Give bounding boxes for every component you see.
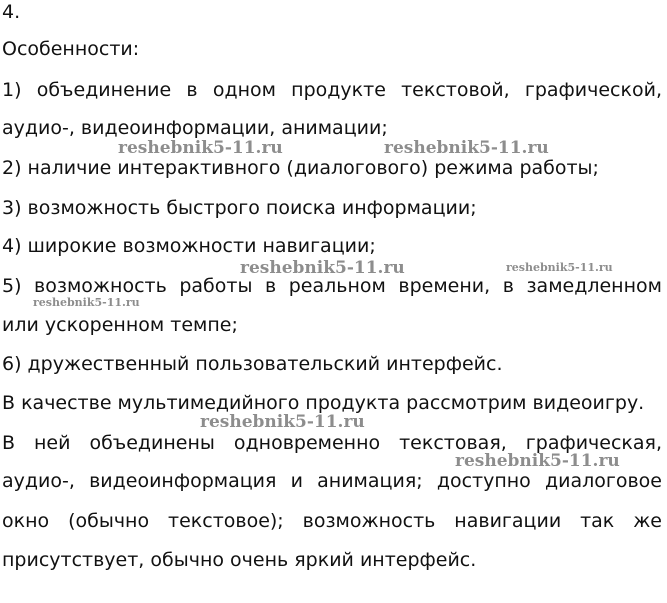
watermark: reshebnik5-11.ru	[384, 138, 549, 158]
task-number: 4.	[2, 1, 21, 23]
feature-item-2: 2) наличие интерактивного (диалогового) режима работы;	[2, 157, 599, 179]
feature-item-6: 6) дружественный пользовательский интерфейс.	[2, 353, 503, 375]
watermark: reshebnik5-11.ru	[118, 138, 283, 158]
example-paragraph: В качестве мультимедийного продукта рассмотрим видеоигру.	[2, 392, 645, 414]
feature-item-5-line-1: 5) возможность работы в реальном времени, в замедленном	[2, 275, 662, 297]
features-title: Особенности:	[2, 38, 140, 60]
feature-item-3: 3) возможность быстрого поиска информации;	[2, 197, 477, 219]
watermark: reshebnik5-11.ru	[240, 258, 405, 278]
feature-item-5-line-2: или ускоренном темпе;	[2, 314, 238, 336]
feature-item-4: 4) широкие возможности навигации;	[2, 235, 376, 257]
watermark: reshebnik5-11.ru	[506, 261, 613, 274]
example-paragraph-2-line-3: окно (обычно текстовое); возможность навигации так же	[2, 510, 662, 532]
feature-item-1-line-1: 1) объединение в одном продукте текстовой, графической,	[2, 79, 662, 101]
watermark: reshebnik5-11.ru	[455, 451, 620, 471]
example-paragraph-2-line-2: аудио-, видеоинформация и анимация; доступно диалоговое	[2, 470, 662, 492]
feature-item-1-line-2: аудио-, видеоинформации, анимации;	[2, 117, 388, 139]
example-paragraph-2-line-1: В ней объединены одновременно текстовая, графическая,	[2, 432, 662, 454]
watermark: reshebnik5-11.ru	[33, 296, 140, 309]
watermark: reshebnik5-11.ru	[200, 412, 365, 432]
example-paragraph-2-line-4: присутствует, обычно очень яркий интерфейс.	[2, 549, 477, 571]
